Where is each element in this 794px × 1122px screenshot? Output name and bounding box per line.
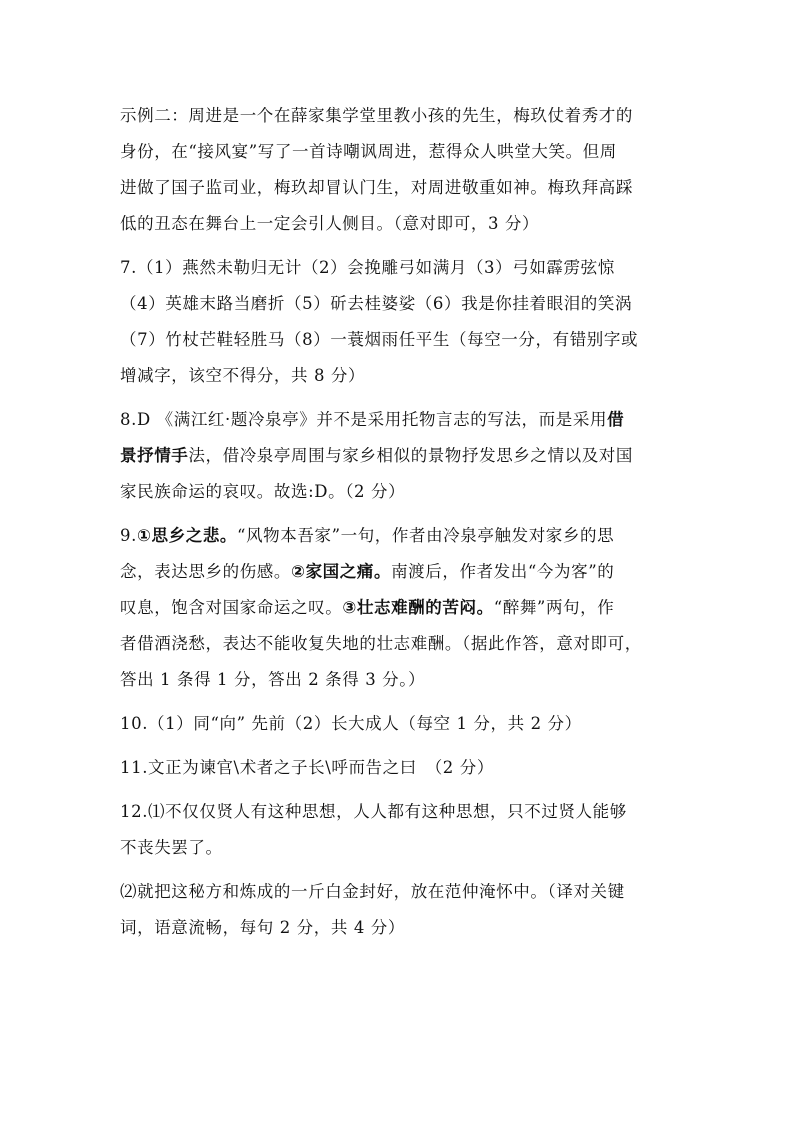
text-line [120, 554, 680, 590]
text-line: （7）竹杖芒鞋轻胜马（8）一蓑烟雨任平生（每空一分，有错别字或 [120, 330, 639, 349]
question-8-answer [120, 402, 680, 510]
question-12-part-2 [120, 874, 680, 946]
q9-point-text: “风物本吾家”一句，作者由冷泉亭触发对家乡的思 [237, 526, 615, 545]
example-two-paragraph [120, 98, 680, 242]
question-9-answer [120, 518, 680, 698]
text-line [120, 402, 680, 438]
text-line: 低的丑态在舞台上一定会引人侧目。（意对即可，3 分） [120, 214, 540, 233]
q9-point-text: 念，表达思乡的伤感。 [120, 562, 291, 581]
text-line: ⑵就把这秘方和炼成的一斤白金封好，放在范仲淹怀中。（译对关键 [120, 882, 625, 901]
q9-point-text: “醉舞”两句，作 [493, 598, 615, 617]
question-11-answer [120, 750, 680, 786]
text-line [120, 590, 680, 626]
text-line: 家民族命运的哀叹。故选:D。（2 分） [120, 482, 406, 501]
text-line: 7.（1）燕然未勒归无计（2）会挽雕弓如满月（3）弓如霹雳弦惊 [120, 258, 615, 277]
text-line [120, 438, 680, 474]
q8-prefix: 8.D 《满江红·题冷泉亭》并不是采用托物言志的写法，而是采用 [120, 410, 608, 429]
text-line: 增减字，该空不得分，共 8 分） [120, 366, 366, 385]
q9-point-heading: ②家国之痛。 [291, 562, 392, 581]
text-line: 示例二：周进是一个在薛家集学堂里教小孩的先生，梅玖仗着秀才的 [120, 106, 633, 125]
q8-bold-term: 景抒情手 [120, 446, 189, 465]
text-line [120, 518, 680, 554]
text-line: 者借酒浇愁，表达不能收复失地的壮志难酬。（据此作答，意对即可， [120, 634, 642, 653]
text-line: 10.（1）同“向” 先前（2）长大成人（每空 1 分，共 2 分） [120, 714, 582, 733]
question-12-part-1 [120, 794, 680, 866]
text-line: 不丧失罢了。 [120, 838, 223, 857]
question-10-answer [120, 706, 680, 742]
text-line: 11.文正为谏官\术者之子长\呼而告之曰 （2 分） [120, 758, 494, 777]
question-7-answer [120, 250, 680, 394]
q9-number: 9. [120, 526, 137, 545]
q9-point-text: 南渡后，作者发出“今为客”的 [391, 562, 615, 581]
text-line: 12.⑴不仅仅贤人有这种思想，人人都有这种思想，只不过贤人能够 [120, 802, 627, 821]
q9-point-heading: ③壮志难酬的苦闷。 [342, 598, 494, 617]
text-line: 答出 1 条得 1 分，答出 2 条得 3 分。） [120, 670, 426, 689]
q9-point-heading: ①思乡之悲。 [136, 526, 238, 545]
q8-bold-term: 借 [607, 410, 625, 429]
text-line: 进做了国子监司业，梅玖却冒认门生，对周进敬重如神。梅玖拜高踩 [120, 178, 633, 197]
q8-line-rest: 法，借冷泉亭周围与家乡相似的景物抒发思乡之情以及对国 [188, 446, 634, 465]
text-line: 词，语意流畅，每句 2 分，共 4 分） [120, 918, 405, 937]
q9-point-text: 叹息，饱含对国家命运之叹。 [120, 598, 343, 617]
answer-page [120, 98, 680, 954]
text-line: 身份，在“接风宴”写了一首诗嘲讽周进，惹得众人哄堂大笑。但周 [120, 142, 617, 161]
text-line: （4）英雄末路当磨折（5）斫去桂婆娑（6）我是你挂着眼泪的笑涡 [120, 294, 633, 313]
